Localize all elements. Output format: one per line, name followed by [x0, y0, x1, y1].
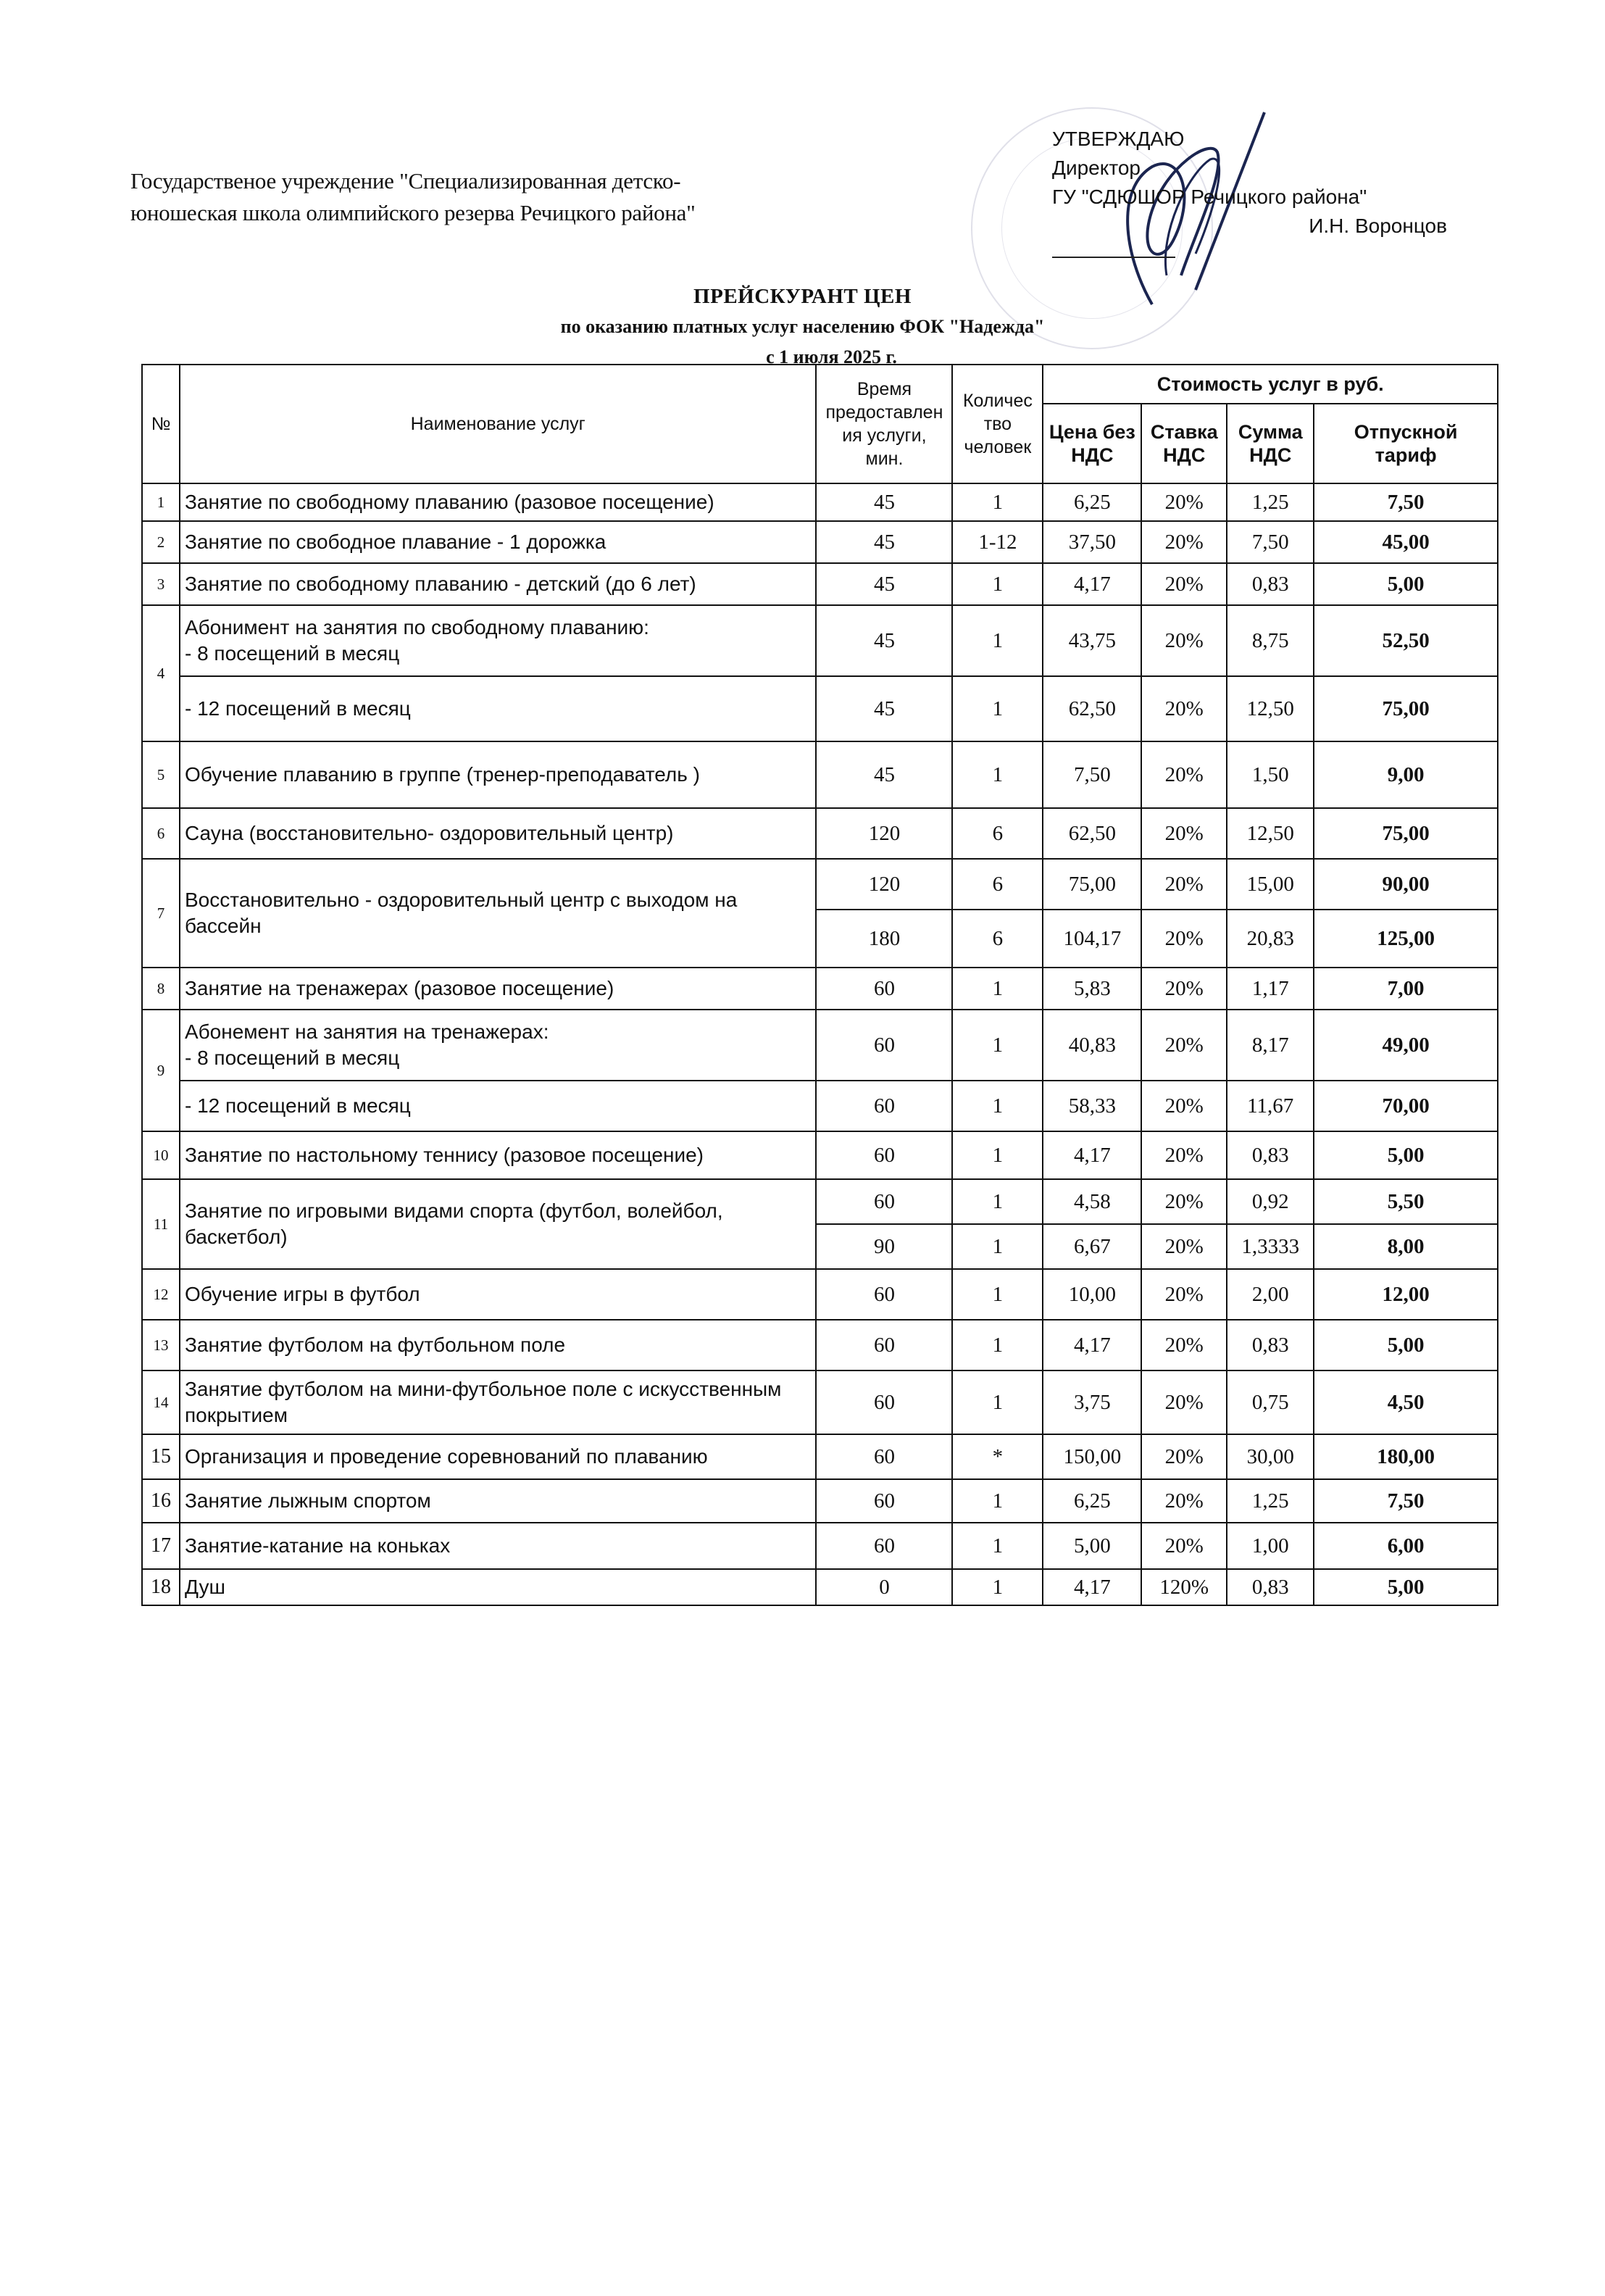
header-line: Ставка	[1150, 421, 1218, 443]
header-line: Время	[856, 379, 912, 399]
column-header-vat-rate	[1141, 404, 1227, 483]
duration: 60	[816, 1434, 952, 1479]
price-no-vat: 6,25	[1043, 1479, 1141, 1523]
service-title: Абонемент на занятия на тренажерах:	[184, 1020, 549, 1043]
vat-sum: 0,83	[1227, 563, 1314, 605]
vat-rate: 20%	[1141, 676, 1227, 741]
vat-sum: 1,25	[1227, 1479, 1314, 1523]
vat-rate: 20%	[1141, 1320, 1227, 1370]
tariff: 75,00	[1314, 676, 1498, 741]
tariff: 90,00	[1314, 859, 1498, 910]
service-name	[180, 605, 817, 676]
vat-sum: 1,17	[1227, 968, 1314, 1010]
duration: 60	[816, 1179, 952, 1224]
row-number: 12	[142, 1269, 180, 1320]
price-no-vat: 4,17	[1043, 1569, 1141, 1605]
vat-rate: 120%	[1141, 1569, 1227, 1605]
service-name: Занятие по свободному плаванию (разовое посещение)	[180, 483, 817, 521]
vat-rate: 20%	[1141, 605, 1227, 676]
row-number: 4	[142, 605, 180, 741]
price-no-vat: 43,75	[1043, 605, 1141, 676]
people: 1	[952, 1081, 1043, 1131]
service-name: Занятие футболом на футбольном поле	[180, 1320, 817, 1370]
duration: 60	[816, 1081, 952, 1131]
row-number: 2	[142, 521, 180, 563]
tariff: 75,00	[1314, 808, 1498, 859]
header-line: НДС	[1071, 444, 1114, 466]
service-option: - 8 посещений в месяц	[184, 642, 400, 665]
price-no-vat: 150,00	[1043, 1434, 1141, 1479]
column-header-price-no-vat	[1043, 404, 1141, 483]
price-no-vat: 10,00	[1043, 1269, 1141, 1320]
vat-rate: 20%	[1141, 1434, 1227, 1479]
vat-sum: 11,67	[1227, 1081, 1314, 1131]
vat-sum: 8,17	[1227, 1010, 1314, 1081]
service-name: Организация и проведение соревнований по плаванию	[180, 1434, 817, 1479]
header-line: Сумма	[1238, 421, 1303, 443]
table-row	[142, 968, 1498, 1010]
service-name	[180, 1010, 817, 1081]
vat-rate: 20%	[1141, 521, 1227, 563]
vat-sum: 2,00	[1227, 1269, 1314, 1320]
document-subtitle: по оказанию платных услуг населению ФОК "Надежда"	[560, 316, 1045, 337]
duration: 45	[816, 521, 952, 563]
vat-rate: 20%	[1141, 859, 1227, 910]
vat-rate: 20%	[1141, 968, 1227, 1010]
effective-date: с 1 июля 2025 г.	[766, 346, 897, 367]
column-header-tariff	[1314, 404, 1498, 483]
column-header-number: №	[142, 365, 180, 483]
vat-rate: 20%	[1141, 1523, 1227, 1569]
duration: 60	[816, 1269, 952, 1320]
vat-rate: 20%	[1141, 1269, 1227, 1320]
service-option: - 12 посещений в месяц	[180, 676, 817, 741]
price-no-vat: 5,83	[1043, 968, 1141, 1010]
service-option: - 8 посещений в месяц	[184, 1047, 400, 1069]
vat-sum: 0,83	[1227, 1131, 1314, 1179]
table-row	[142, 563, 1498, 605]
table-row	[142, 605, 1498, 676]
service-name: Занятие на тренажерах (разовое посещение)	[180, 968, 817, 1010]
service-name: Занятие футболом на мини-футбольное поле с искусственным покрытием	[180, 1370, 817, 1434]
vat-sum: 1,25	[1227, 483, 1314, 521]
duration: 60	[816, 1523, 952, 1569]
duration: 180	[816, 910, 952, 968]
vat-sum: 0,75	[1227, 1370, 1314, 1434]
people: 6	[952, 808, 1043, 859]
tariff: 5,00	[1314, 1320, 1498, 1370]
tariff: 70,00	[1314, 1081, 1498, 1131]
duration: 60	[816, 1131, 952, 1179]
header-line: НДС	[1249, 444, 1292, 466]
tariff: 7,50	[1314, 483, 1498, 521]
vat-rate: 20%	[1141, 741, 1227, 808]
service-name: Восстановительно - оздоровительный центр с выходом на бассейн	[180, 859, 817, 968]
row-number: 16	[142, 1479, 180, 1523]
header-line: Цена без	[1049, 421, 1135, 443]
row-number: 10	[142, 1131, 180, 1179]
duration: 120	[816, 808, 952, 859]
price-no-vat: 37,50	[1043, 521, 1141, 563]
people: 1	[952, 1179, 1043, 1224]
duration: 60	[816, 1479, 952, 1523]
row-number: 5	[142, 741, 180, 808]
service-name: Занятие по свободному плаванию - детский (до 6 лет)	[180, 563, 817, 605]
header-line: НДС	[1163, 444, 1206, 466]
vat-sum: 30,00	[1227, 1434, 1314, 1479]
row-number: 3	[142, 563, 180, 605]
header-line: мин.	[865, 449, 904, 469]
header-line: Количес	[962, 391, 1033, 411]
table-row	[142, 1523, 1498, 1569]
price-no-vat: 5,00	[1043, 1523, 1141, 1569]
price-no-vat: 62,50	[1043, 808, 1141, 859]
vat-sum: 8,75	[1227, 605, 1314, 676]
header-line: человек	[964, 437, 1032, 457]
people: 1	[952, 563, 1043, 605]
service-name: Занятие лыжным спортом	[180, 1479, 817, 1523]
row-number: 14	[142, 1370, 180, 1434]
duration: 45	[816, 741, 952, 808]
vat-sum: 7,50	[1227, 521, 1314, 563]
price-no-vat: 3,75	[1043, 1370, 1141, 1434]
table-row	[142, 1569, 1498, 1605]
table-row	[142, 1370, 1498, 1434]
tariff: 6,00	[1314, 1523, 1498, 1569]
row-number: 7	[142, 859, 180, 968]
row-number: 11	[142, 1179, 180, 1269]
people: *	[952, 1434, 1043, 1479]
vat-sum: 12,50	[1227, 808, 1314, 859]
people: 6	[952, 859, 1043, 910]
people: 1	[952, 1269, 1043, 1320]
row-number: 8	[142, 968, 180, 1010]
vat-rate: 20%	[1141, 1131, 1227, 1179]
row-number: 13	[142, 1320, 180, 1370]
document-title: ПРЕЙСКУРАНТ ЦЕН	[693, 285, 912, 308]
service-option: - 12 посещений в месяц	[180, 1081, 817, 1131]
people: 6	[952, 910, 1043, 968]
vat-rate: 20%	[1141, 1010, 1227, 1081]
column-header-people	[952, 365, 1043, 483]
vat-sum: 1,00	[1227, 1523, 1314, 1569]
vat-rate: 20%	[1141, 1081, 1227, 1131]
row-number: 1	[142, 483, 180, 521]
tariff: 5,50	[1314, 1179, 1498, 1224]
people: 1	[952, 483, 1043, 521]
document-title-block	[0, 281, 1605, 373]
duration: 90	[816, 1224, 952, 1269]
tariff: 125,00	[1314, 910, 1498, 968]
price-no-vat: 4,17	[1043, 1131, 1141, 1179]
people: 1	[952, 1320, 1043, 1370]
vat-sum: 0,83	[1227, 1320, 1314, 1370]
vat-rate: 20%	[1141, 1370, 1227, 1434]
people: 1	[952, 1131, 1043, 1179]
price-no-vat: 4,58	[1043, 1179, 1141, 1224]
service-name: Сауна (восстановительно- оздоровительный центр)	[180, 808, 817, 859]
header-line: тво	[983, 414, 1012, 434]
price-no-vat: 104,17	[1043, 910, 1141, 968]
people: 1	[952, 1523, 1043, 1569]
approval-block	[1052, 125, 1487, 258]
column-header-vat-sum	[1227, 404, 1314, 483]
service-name: Душ	[180, 1569, 817, 1605]
row-number: 9	[142, 1010, 180, 1131]
table-row	[142, 521, 1498, 563]
approval-position: Директор	[1052, 157, 1141, 179]
table-row	[142, 1434, 1498, 1479]
duration: 60	[816, 968, 952, 1010]
price-no-vat: 4,17	[1043, 563, 1141, 605]
service-name: Обучение игры в футбол	[180, 1269, 817, 1320]
vat-rate: 20%	[1141, 563, 1227, 605]
people: 1	[952, 1010, 1043, 1081]
price-table	[141, 364, 1498, 1606]
table-row	[142, 1320, 1498, 1370]
price-no-vat: 4,17	[1043, 1320, 1141, 1370]
tariff: 8,00	[1314, 1224, 1498, 1269]
duration: 60	[816, 1010, 952, 1081]
people: 1	[952, 1569, 1043, 1605]
vat-sum: 1,3333	[1227, 1224, 1314, 1269]
vat-sum: 0,83	[1227, 1569, 1314, 1605]
people: 1	[952, 1479, 1043, 1523]
price-no-vat: 40,83	[1043, 1010, 1141, 1081]
duration: 60	[816, 1320, 952, 1370]
row-number: 6	[142, 808, 180, 859]
tariff: 7,00	[1314, 968, 1498, 1010]
header-line: предоставлен	[825, 402, 943, 423]
table-row	[142, 741, 1498, 808]
row-number: 17	[142, 1523, 180, 1569]
approval-label: УТВЕРЖДАЮ	[1052, 128, 1185, 150]
vat-rate: 20%	[1141, 808, 1227, 859]
people: 1	[952, 1224, 1043, 1269]
tariff: 9,00	[1314, 741, 1498, 808]
service-name: Обучение плаванию в группе (тренер-преподаватель )	[180, 741, 817, 808]
table-subrow	[142, 1081, 1498, 1131]
table-row	[142, 1179, 1498, 1224]
people: 1	[952, 605, 1043, 676]
price-no-vat: 75,00	[1043, 859, 1141, 910]
price-no-vat: 6,25	[1043, 483, 1141, 521]
duration: 0	[816, 1569, 952, 1605]
vat-sum: 1,50	[1227, 741, 1314, 808]
tariff: 45,00	[1314, 521, 1498, 563]
header-line: ия услуги,	[842, 425, 927, 446]
service-title: Абонимент на занятия по свободному плаванию:	[184, 616, 649, 639]
header-line: Отпускной	[1354, 421, 1458, 443]
table-row	[142, 1269, 1498, 1320]
duration: 45	[816, 676, 952, 741]
vat-rate: 20%	[1141, 483, 1227, 521]
row-number: 18	[142, 1569, 180, 1605]
vat-sum: 20,83	[1227, 910, 1314, 968]
table-row	[142, 808, 1498, 859]
table-row	[142, 483, 1498, 521]
vat-sum: 12,50	[1227, 676, 1314, 741]
vat-rate: 20%	[1141, 1179, 1227, 1224]
vat-sum: 0,92	[1227, 1179, 1314, 1224]
vat-sum: 15,00	[1227, 859, 1314, 910]
people: 1	[952, 676, 1043, 741]
tariff: 5,00	[1314, 1131, 1498, 1179]
duration: 45	[816, 605, 952, 676]
column-header-cost-group: Стоимость услуг в руб.	[1043, 365, 1498, 404]
signature-line	[1052, 257, 1175, 258]
people: 1-12	[952, 521, 1043, 563]
table-row	[142, 859, 1498, 910]
row-number: 15	[142, 1434, 180, 1479]
service-name: Занятие по настольному теннису (разовое посещение)	[180, 1131, 817, 1179]
vat-rate: 20%	[1141, 910, 1227, 968]
approval-signer: И.Н. Воронцов	[1309, 215, 1447, 237]
duration: 60	[816, 1370, 952, 1434]
tariff: 5,00	[1314, 1569, 1498, 1605]
service-name: Занятие по свободное плавание - 1 дорожка	[180, 521, 817, 563]
price-no-vat: 6,67	[1043, 1224, 1141, 1269]
tariff: 12,00	[1314, 1269, 1498, 1320]
people: 1	[952, 1370, 1043, 1434]
people: 1	[952, 741, 1043, 808]
service-name: Занятие-катание на коньках	[180, 1523, 817, 1569]
price-no-vat: 62,50	[1043, 676, 1141, 741]
price-no-vat: 58,33	[1043, 1081, 1141, 1131]
organization-name	[130, 165, 797, 229]
tariff: 4,50	[1314, 1370, 1498, 1434]
column-header-service: Наименование услуг	[180, 365, 817, 483]
tariff: 52,50	[1314, 605, 1498, 676]
organization-line-2: юношеская школа олимпийского резерва Речицкого района"	[130, 200, 696, 225]
people: 1	[952, 968, 1043, 1010]
approval-organization: ГУ "СДЮШОР Речицкого района"	[1052, 186, 1367, 208]
tariff: 7,50	[1314, 1479, 1498, 1523]
column-header-duration	[816, 365, 952, 483]
table-row	[142, 1131, 1498, 1179]
duration: 45	[816, 563, 952, 605]
table-row	[142, 1010, 1498, 1081]
table-subrow	[142, 676, 1498, 741]
duration: 120	[816, 859, 952, 910]
table-row	[142, 1479, 1498, 1523]
service-name: Занятие по игровыми видами спорта (футбол, волейбол, баскетбол)	[180, 1179, 817, 1269]
tariff: 180,00	[1314, 1434, 1498, 1479]
organization-line-1: Государственое учреждение "Специализированная детско-	[130, 168, 681, 194]
price-no-vat: 7,50	[1043, 741, 1141, 808]
vat-rate: 20%	[1141, 1479, 1227, 1523]
tariff: 49,00	[1314, 1010, 1498, 1081]
tariff: 5,00	[1314, 563, 1498, 605]
duration: 45	[816, 483, 952, 521]
vat-rate: 20%	[1141, 1224, 1227, 1269]
header-line: тариф	[1375, 444, 1437, 466]
